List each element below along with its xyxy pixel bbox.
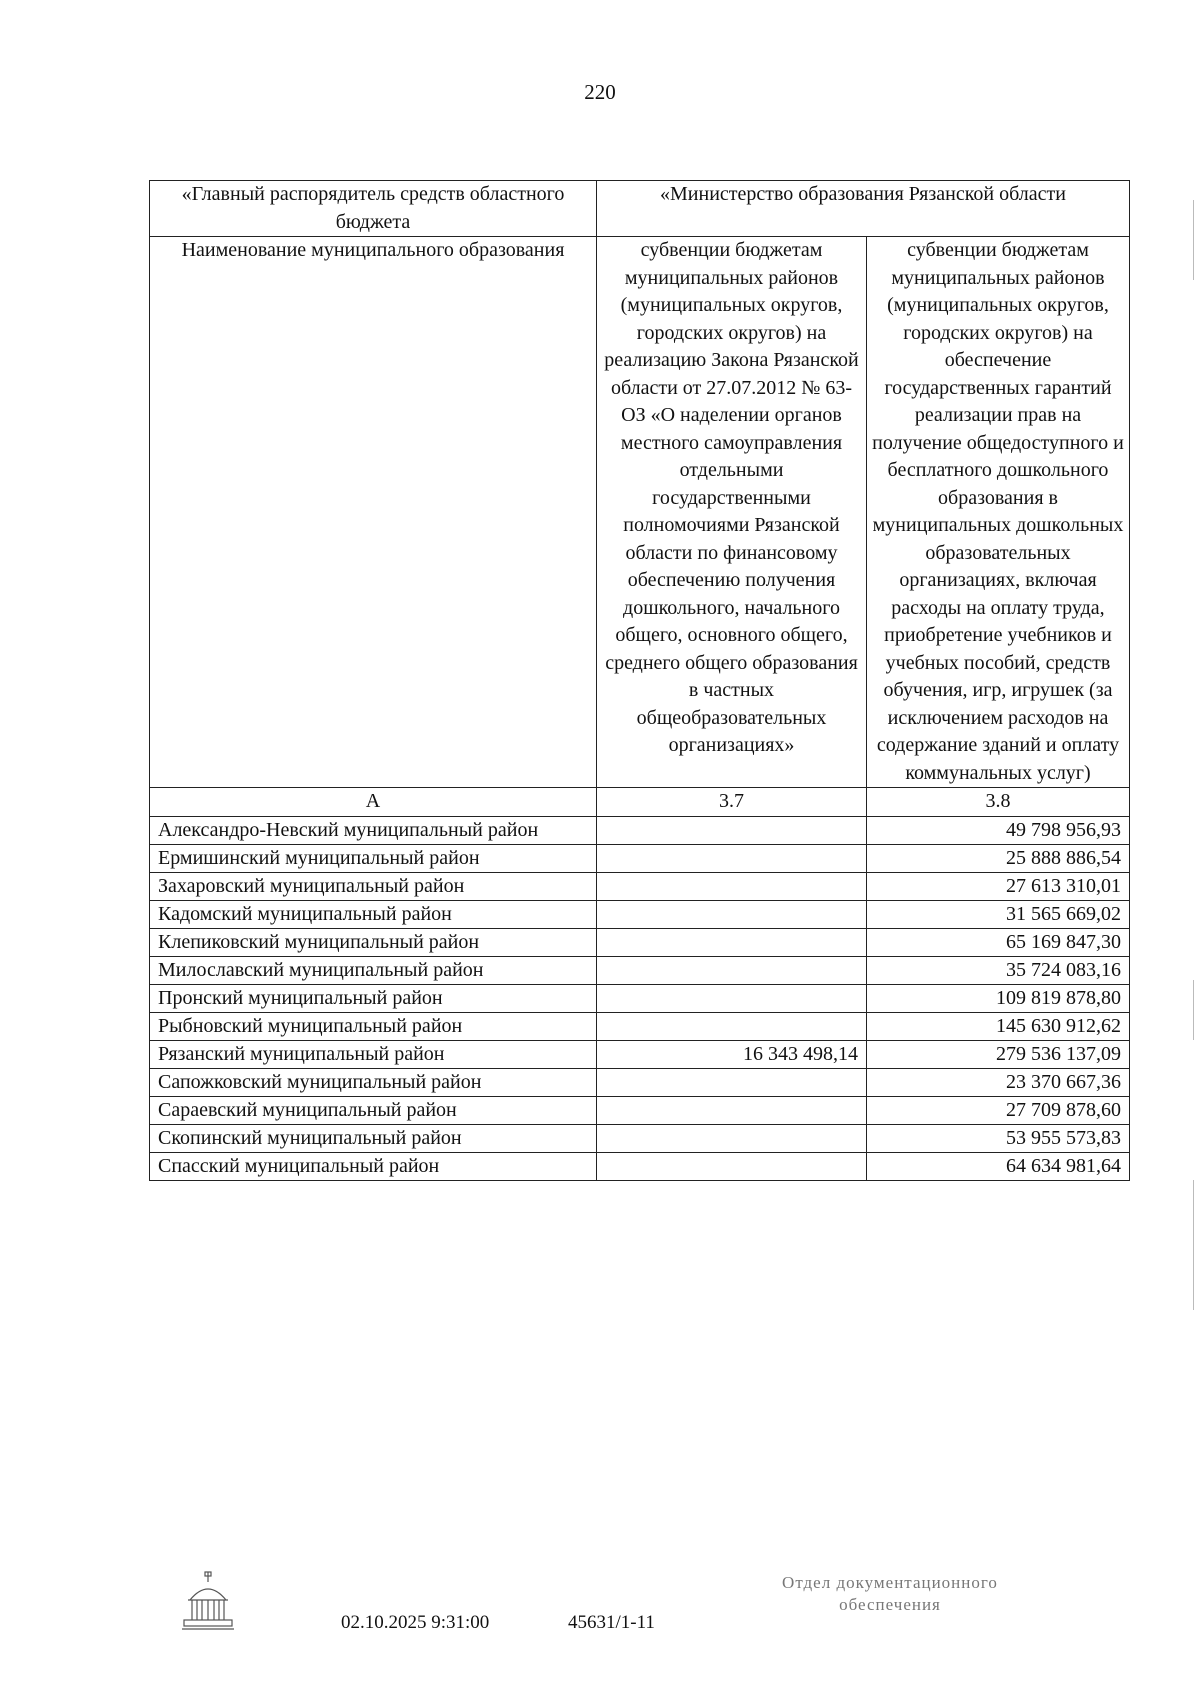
row-value-3-8: 27 709 878,60 — [867, 1096, 1130, 1124]
row-value-3-8: 279 536 137,09 — [867, 1040, 1130, 1068]
row-value-3-7 — [597, 1096, 867, 1124]
row-name: Кадомский муниципальный район — [150, 900, 597, 928]
row-value-3-8: 64 634 981,64 — [867, 1152, 1130, 1180]
index-a: А — [150, 788, 597, 817]
table-row — [150, 1068, 1130, 1096]
table-row — [150, 1096, 1130, 1124]
row-value-3-7 — [597, 900, 867, 928]
stamp-line-1: Отдел документационного — [782, 1573, 998, 1592]
row-name: Захаровский муниципальный район — [150, 872, 597, 900]
row-value-3-8: 49 798 956,93 — [867, 816, 1130, 844]
scan-edge-mark — [1193, 980, 1194, 1040]
table-row — [150, 956, 1130, 984]
row-value-3-7 — [597, 844, 867, 872]
row-value-3-8: 25 888 886,54 — [867, 844, 1130, 872]
row-value-3-7 — [597, 816, 867, 844]
row-value-3-7 — [597, 1124, 867, 1152]
row-name: Сараевский муниципальный район — [150, 1096, 597, 1124]
row-name: Скопинский муниципальный район — [150, 1124, 597, 1152]
index-3-7: 3.7 — [597, 788, 867, 817]
row-name: Пронский муниципальный район — [150, 984, 597, 1012]
row-value-3-7 — [597, 956, 867, 984]
header-left: «Главный распорядитель средств областного бюджета — [150, 181, 597, 237]
column-header-3-7: субвенции бюджетам муниципальных районов (муниципальных округов, городских округов) на реализацию Закона Рязанской области от 27.07.2012 № 63-ОЗ «О наделении органов местного самоуправления отдельными государственными полномочиями Рязанской области по финансовому обеспечению получения дошкольного, начального общего, основного общего, среднего общего образования в частных общеобразовательных организациях» — [597, 237, 867, 788]
table-row — [150, 816, 1130, 844]
header-right: «Министерство образования Рязанской области — [597, 181, 1130, 237]
row-value-3-7 — [597, 872, 867, 900]
row-value-3-8: 27 613 310,01 — [867, 872, 1130, 900]
table-row — [150, 1012, 1130, 1040]
column-headers-row — [150, 237, 1130, 788]
index-3-8: 3.8 — [867, 788, 1130, 817]
footer-datetime: 02.10.2025 9:31:00 — [341, 1612, 490, 1633]
row-value-3-8: 35 724 083,16 — [867, 956, 1130, 984]
stamp-line-2: обеспечения — [839, 1595, 941, 1614]
table-row — [150, 984, 1130, 1012]
row-value-3-8: 145 630 912,62 — [867, 1012, 1130, 1040]
table-row — [150, 928, 1130, 956]
table-row — [150, 844, 1130, 872]
row-name: Сапожковский муниципальный район — [150, 1068, 597, 1096]
row-value-3-8: 109 819 878,80 — [867, 984, 1130, 1012]
page-number: 220 — [584, 80, 616, 104]
row-value-3-7 — [597, 928, 867, 956]
scan-edge-mark — [1193, 1180, 1194, 1310]
table-row — [150, 1152, 1130, 1180]
row-name: Ермишинский муниципальный район — [150, 844, 597, 872]
row-value-3-7 — [597, 1152, 867, 1180]
duma-building-icon — [178, 1570, 238, 1632]
row-name: Рязанский муниципальный район — [150, 1040, 597, 1068]
index-row — [150, 788, 1130, 817]
column-header-3-8: субвенции бюджетам муниципальных районов (муниципальных округов, городских округов) на обеспечение государственных гарантий реализации прав на получение общедоступного и бесплатного дошкольного образования в муниципальных дошкольных образовательных организациях, включая расходы на оплату труда, приобретение учебников и учебных пособий, средств обучения, игр, игрушек (за исключением расходов на содержание зданий и оплату коммунальных услуг) — [867, 237, 1130, 788]
header-row — [150, 181, 1130, 237]
row-name: Рыбновский муниципальный район — [150, 1012, 597, 1040]
row-name: Спасский муниципальный район — [150, 1152, 597, 1180]
footer-registration-number: 45631/1-11 — [568, 1612, 655, 1633]
row-name: Клепиковский муниципальный район — [150, 928, 597, 956]
scan-edge-mark — [1193, 200, 1194, 280]
table-row — [150, 900, 1130, 928]
table-row — [150, 1124, 1130, 1152]
row-name: Александро-Невский муниципальный район — [150, 816, 597, 844]
row-value-3-8: 31 565 669,02 — [867, 900, 1130, 928]
row-value-3-7 — [597, 1068, 867, 1096]
row-value-3-8: 23 370 667,36 — [867, 1068, 1130, 1096]
column-header-name: Наименование муниципального образования — [150, 237, 597, 788]
department-stamp — [740, 1572, 1040, 1616]
budget-table — [149, 180, 1130, 1181]
row-name: Милославский муниципальный район — [150, 956, 597, 984]
row-value-3-7 — [597, 1012, 867, 1040]
row-value-3-8: 53 955 573,83 — [867, 1124, 1130, 1152]
row-value-3-7: 16 343 498,14 — [597, 1040, 867, 1068]
row-value-3-7 — [597, 984, 867, 1012]
row-value-3-8: 65 169 847,30 — [867, 928, 1130, 956]
table-row — [150, 1040, 1130, 1068]
table-row — [150, 872, 1130, 900]
